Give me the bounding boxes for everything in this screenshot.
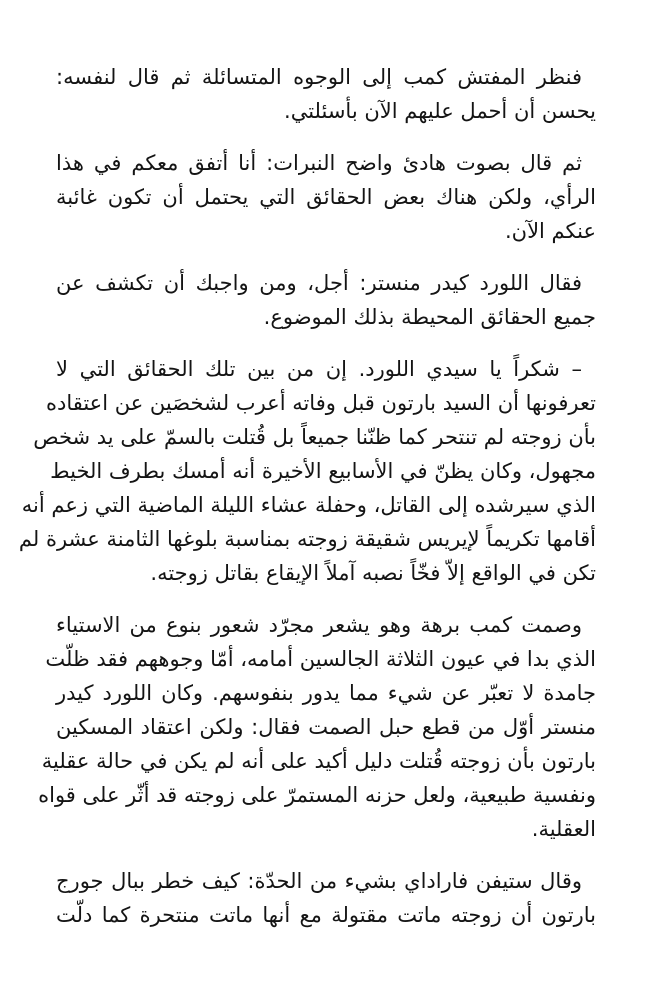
text-line: الذي بدا في عيون الثلاثة الجالسين أمامه، أمّا وجوههم فقد ظلّت [45, 647, 596, 671]
text-line: الرأي، ولكن هناك بعض الحقائق التي يحتمل أن تكون غائبة [56, 185, 596, 209]
text-line: تعرفونها أن السيد بارتون قبل وفاته أعرب لشخصَين عن اعتقاده [45, 391, 596, 415]
paragraph-5 [38, 608, 596, 846]
paragraph-4 [18, 352, 596, 590]
text-line: عنكم الآن. [504, 219, 596, 243]
paragraph-1 [56, 60, 596, 128]
text-line: ونفسية طبيعية، ولعل حزنه المستمرّ على زوجته قد أثّر على قواه [38, 783, 596, 807]
text-line: الذي سيرشده إلى القاتل، وحفلة عشاء الليلة الماضية التي زعم أنه [21, 493, 596, 517]
text-line: فنظر المفتش كمب إلى الوجوه المتسائلة ثم قال لنفسه: [56, 65, 582, 89]
text-line: تكن في الواقع إلاّ فخّاً نصبه آملاً الإيقاع بقاتل زوجته. [150, 561, 596, 585]
paragraph-2 [56, 146, 596, 248]
paragraph-3 [56, 266, 596, 334]
text-line: – شكراً يا سيدي اللورد. إن من بين تلك الحقائق التي لا [56, 357, 582, 381]
text-line: بارتون أن زوجته ماتت مقتولة مع أنها ماتت منتحرة كما دلّت [56, 903, 596, 927]
text-line: العقلية. [531, 817, 596, 841]
document-page [18, 60, 596, 950]
text-line: ثم قال بصوت هادئ واضح النبرات: أنا أتفق معكم في هذا [56, 151, 582, 175]
text-line: وقال ستيفن فاراداي بشيء من الحدّة: كيف خطر ببال جورج [56, 869, 582, 893]
text-line: فقال اللورد كيدر منستر: أجل، ومن واجبك أن تكشف عن [56, 271, 582, 295]
text-line: منستر أوّل من قطع حبل الصمت فقال: ولكن اعتقاد المسكين [56, 715, 596, 739]
text-line: بأن زوجته لم تنتحر كما ظنّنا جميعاً بل قُتلت بالسمّ على يد شخص [33, 425, 596, 449]
text-line: جميع الحقائق المحيطة بذلك الموضوع. [263, 305, 596, 329]
text-line: بارتون بأن زوجته قُتلت دليل أكيد على أنه لم يكن في حالة عقلية [41, 749, 596, 773]
text-line: يحسن أن أحمل عليهم الآن بأسئلتي. [284, 99, 596, 123]
paragraph-6 [56, 864, 596, 932]
text-line: وصمت كمب برهة وهو يشعر مجرّد شعور بنوع من الاستياء [56, 613, 582, 637]
text-line: مجهول، وكان يظنّ في الأسابيع الأخيرة أنه أمسك بطرف الخيط [50, 459, 596, 483]
text-line: جامدة لا تعبّر عن شيء مما يدور بنفوسهم. وكان اللورد كيدر [56, 681, 596, 705]
text-line: أقامها تكريماً لإيريس شقيقة زوجته بمناسبة بلوغها الثامنة عشرة لم [18, 527, 596, 551]
